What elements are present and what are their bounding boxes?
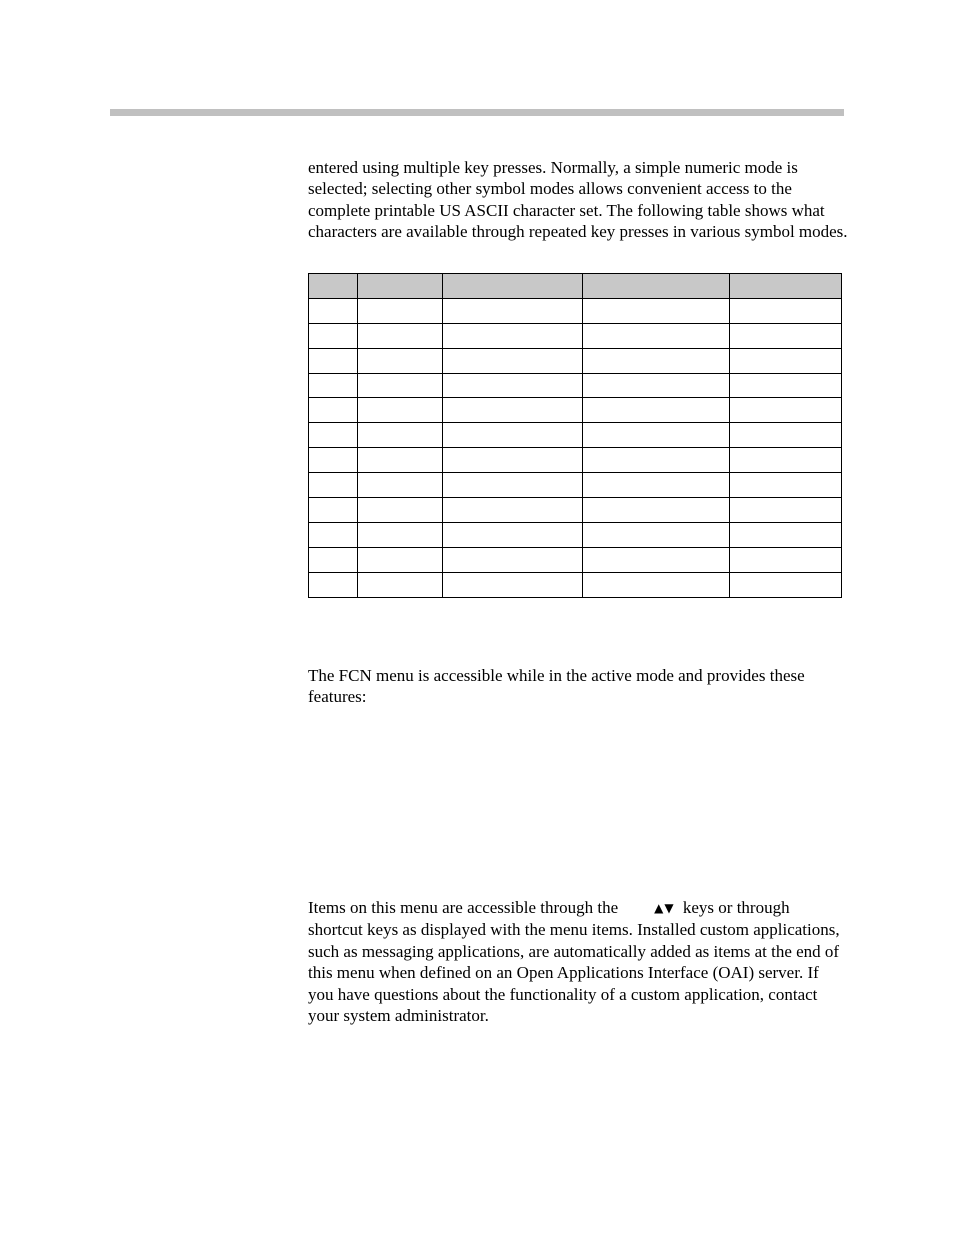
menu-items-paragraph — [308, 897, 848, 1026]
table-cell — [309, 473, 358, 498]
table-cell — [309, 572, 358, 597]
table-cell — [730, 423, 842, 448]
table-cell — [583, 498, 730, 523]
table-cell — [443, 398, 583, 423]
table-header-cell — [443, 274, 583, 299]
table-cell — [358, 298, 443, 323]
table-cell — [358, 398, 443, 423]
fcn-menu-paragraph: The FCN menu is accessible while in the active mode and provides these features: — [308, 666, 805, 707]
table-cell — [583, 572, 730, 597]
table-row — [309, 448, 842, 473]
table-cell — [358, 448, 443, 473]
table-cell — [730, 348, 842, 373]
table-cell — [443, 473, 583, 498]
table-row — [309, 547, 842, 572]
table-row — [309, 473, 842, 498]
table-row — [309, 348, 842, 373]
table-cell — [309, 547, 358, 572]
table-row — [309, 323, 842, 348]
menu-items-rest-text: keys or through shortcut keys as displayed with the menu items. Installed custom applications, such as messaging applications, are automatically added as items at the end of this menu when defined on an Open Applications Interface (OAI) server. If you have questions about the functionality of a custom application, contact your system administrator. — [308, 898, 840, 1026]
table-cell — [730, 398, 842, 423]
table-cell — [583, 298, 730, 323]
table-cell — [443, 423, 583, 448]
table-cell — [583, 398, 730, 423]
table-body — [309, 298, 842, 597]
table-cell — [443, 348, 583, 373]
table-cell — [443, 498, 583, 523]
table-cell — [358, 473, 443, 498]
table-row — [309, 423, 842, 448]
table-row — [309, 398, 842, 423]
table-cell — [730, 373, 842, 398]
table-cell — [730, 498, 842, 523]
table-cell — [358, 522, 443, 547]
table-header-cell — [583, 274, 730, 299]
table-cell — [583, 323, 730, 348]
up-down-arrow-icons: ▲▼ — [654, 901, 675, 915]
table-row — [309, 522, 842, 547]
table-cell — [730, 298, 842, 323]
table-cell — [309, 498, 358, 523]
table-cell — [358, 498, 443, 523]
table-cell — [309, 522, 358, 547]
table-cell — [443, 522, 583, 547]
table-cell — [309, 323, 358, 348]
table-cell — [583, 547, 730, 572]
table-cell — [730, 522, 842, 547]
table-cell — [358, 373, 443, 398]
table-cell — [309, 348, 358, 373]
table-cell — [358, 572, 443, 597]
table-row — [309, 498, 842, 523]
table-cell — [583, 348, 730, 373]
menu-items-lead-text: Items on this menu are accessible through the — [308, 898, 619, 917]
table-cell — [309, 298, 358, 323]
table-cell — [583, 423, 730, 448]
table-cell — [358, 348, 443, 373]
table-cell — [443, 448, 583, 473]
table-cell — [309, 373, 358, 398]
table-cell — [309, 423, 358, 448]
table-cell — [730, 473, 842, 498]
table-cell — [730, 323, 842, 348]
table-cell — [358, 323, 443, 348]
table-header-cell — [309, 274, 358, 299]
symbol-mode-table — [308, 273, 842, 598]
table-row — [309, 373, 842, 398]
table-cell — [730, 572, 842, 597]
table-row — [309, 572, 842, 597]
table-cell — [443, 323, 583, 348]
table-header-cell — [730, 274, 842, 299]
table-cell — [730, 448, 842, 473]
table-header-row — [309, 274, 842, 299]
table-cell — [583, 448, 730, 473]
table-cell — [583, 473, 730, 498]
table-cell — [730, 547, 842, 572]
table-cell — [443, 373, 583, 398]
table-cell — [309, 448, 358, 473]
table-cell — [583, 373, 730, 398]
table-cell — [443, 572, 583, 597]
table-cell — [358, 547, 443, 572]
table-row — [309, 298, 842, 323]
intro-paragraph: entered using multiple key presses. Normally, a simple numeric mode is selected; selecting other symbol modes allows convenient access to the complete printable US ASCII character set. The following table shows what characters are available through repeated key presses in various symbol modes. — [308, 158, 848, 242]
header-rule — [110, 109, 844, 116]
table-header-cell — [358, 274, 443, 299]
table-cell — [443, 547, 583, 572]
table-cell — [443, 298, 583, 323]
table-cell — [309, 398, 358, 423]
table-cell — [583, 522, 730, 547]
table-cell — [358, 423, 443, 448]
